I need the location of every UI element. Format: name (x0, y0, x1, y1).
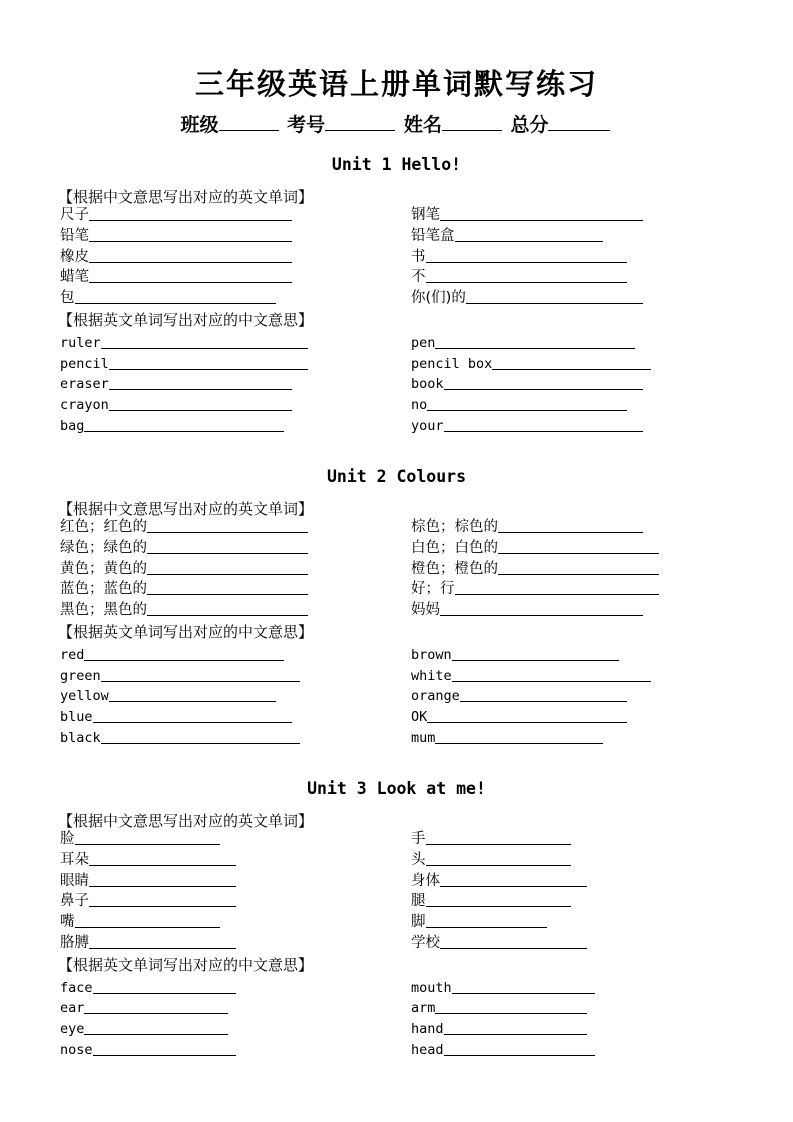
en-word-row-answer-line[interactable] (444, 1055, 595, 1056)
unit-title: Unit 3 Look at me! (307, 779, 486, 798)
cn-word-row-answer-line[interactable] (426, 865, 572, 866)
cn-word-row (60, 224, 292, 245)
en-word-row (60, 996, 228, 1017)
en-word-row-label: orange (411, 688, 460, 705)
cn-word-row-label: 眼睛 (60, 872, 89, 889)
cn-word-row-answer-line[interactable] (426, 262, 628, 263)
cn-word-row (60, 515, 308, 536)
en-word-row-label: pencil (60, 355, 109, 372)
en-word-row-label: nose (60, 1042, 93, 1058)
cn-word-row-answer-line[interactable] (89, 886, 236, 887)
cn-word-row-answer-line[interactable] (426, 282, 628, 283)
student-info-row (0, 110, 793, 137)
en-word-row (411, 996, 587, 1017)
cn-word-row-answer-line[interactable] (75, 927, 221, 928)
class-label: 班级 (180, 114, 219, 136)
cn-word-row (411, 224, 603, 245)
en-word-row-label: arm (411, 1000, 436, 1017)
en-word-row-label: black (60, 730, 101, 746)
en-word-row-answer-line[interactable] (452, 660, 619, 661)
cn-word-row-label: 头 (411, 851, 426, 868)
cn-word-row-label: 黄色；黄色的 (60, 560, 147, 577)
en-word-row (60, 684, 276, 705)
cn-word-row-label: 铅笔盒 (411, 227, 455, 244)
cn-word-row (411, 286, 643, 307)
cn-word-row-label: 耳朵 (60, 851, 89, 868)
en-word-row-answer-line[interactable] (101, 743, 300, 744)
cn-word-row-answer-line[interactable] (147, 594, 308, 595)
cn-word-row-label: 鼻子 (60, 893, 89, 910)
en-word-row (60, 726, 300, 747)
en-word-row (60, 1017, 228, 1038)
cn-to-en-header: 【根据中文意思写出对应的英文单词】 (58, 188, 314, 206)
en-word-row-label: your (411, 418, 444, 434)
cn-word-row-answer-line[interactable] (498, 532, 643, 533)
cn-word-row (411, 910, 547, 931)
en-word-row-answer-line[interactable] (93, 993, 236, 994)
cn-word-row-label: 手 (411, 831, 426, 847)
cn-word-row (411, 931, 587, 952)
en-word-row-answer-line[interactable] (460, 701, 627, 702)
cn-word-row-answer-line[interactable] (440, 886, 587, 887)
cn-word-row-label: 胳膊 (60, 935, 89, 951)
en-word-row-answer-line[interactable] (435, 743, 603, 744)
en-word-row-answer-line[interactable] (93, 722, 292, 723)
class-blank[interactable] (219, 110, 279, 131)
cn-word-row (60, 598, 308, 619)
cn-word-row (411, 827, 571, 848)
cn-word-row-label: 不 (411, 269, 426, 286)
en-word-row (411, 684, 627, 705)
cn-word-row-label: 腿 (411, 893, 426, 910)
cn-word-row-answer-line[interactable] (455, 594, 660, 595)
en-word-row-label: face (60, 979, 93, 996)
cn-word-row-label: 棕色；棕色的 (411, 519, 498, 535)
en-word-row-label: eye (60, 1021, 85, 1038)
en-word-row-label: mum (411, 730, 436, 746)
cn-word-row-answer-line[interactable] (426, 927, 548, 928)
en-word-row-label: no (411, 397, 428, 414)
cn-word-row-answer-line[interactable] (440, 948, 587, 949)
cn-word-row (411, 203, 643, 224)
en-word-row-answer-line[interactable] (101, 348, 308, 349)
cn-word-row-label: 钢笔 (411, 207, 440, 223)
cn-word-row-answer-line[interactable] (75, 303, 277, 304)
en-word-row-answer-line[interactable] (109, 369, 308, 370)
cn-word-row-label: 蜡笔 (60, 269, 89, 286)
cn-word-row-label: 妈妈 (411, 602, 440, 619)
cn-word-row (60, 910, 220, 931)
cn-word-row (60, 577, 308, 598)
en-word-row-label: pen (411, 334, 436, 351)
en-word-row (411, 705, 627, 726)
cn-word-row (60, 557, 308, 578)
en-word-row-answer-line[interactable] (444, 389, 643, 390)
cn-word-row-answer-line[interactable] (440, 615, 643, 616)
cn-word-row-answer-line[interactable] (89, 948, 236, 949)
cn-word-row (60, 286, 276, 307)
en-word-row-label: head (411, 1042, 444, 1058)
cn-word-row (60, 827, 220, 848)
cn-word-row-label: 尺子 (60, 207, 89, 223)
cn-word-row-answer-line[interactable] (498, 553, 659, 554)
en-word-row-label: yellow (60, 688, 109, 705)
en-word-row-answer-line[interactable] (492, 369, 651, 370)
cn-word-row (411, 577, 659, 598)
en-word-row (411, 352, 651, 373)
cn-word-row (60, 536, 308, 557)
cn-to-en-header: 【根据中文意思写出对应的英文单词】 (58, 500, 314, 518)
en-word-row (411, 664, 651, 685)
en-to-cn-header: 【根据英文单词写出对应的中文意思】 (58, 623, 314, 641)
en-word-row (411, 331, 635, 352)
cn-word-row-label: 嘴 (60, 914, 75, 931)
en-word-row-answer-line[interactable] (84, 431, 284, 432)
en-word-row-answer-line[interactable] (93, 1055, 236, 1056)
cn-word-row-answer-line[interactable] (147, 574, 308, 575)
cn-word-row (60, 848, 236, 869)
cn-word-row-label: 好；行 (411, 581, 455, 598)
en-word-row (60, 1038, 236, 1059)
cn-word-row-label: 身体 (411, 872, 440, 889)
en-word-row-answer-line[interactable] (427, 410, 627, 411)
en-word-row (60, 664, 300, 685)
cn-word-row-label: 白色；白色的 (411, 539, 498, 556)
en-word-row (411, 393, 627, 414)
name-label: 姓名 (403, 114, 442, 136)
cn-word-row (60, 869, 236, 890)
cn-word-row-answer-line[interactable] (426, 844, 572, 845)
en-word-row (60, 705, 292, 726)
exam-number-blank[interactable] (325, 110, 395, 131)
en-word-row (411, 726, 603, 747)
en-word-row-label: ear (60, 1000, 85, 1017)
en-word-row-label: pencil box (411, 355, 493, 372)
en-word-row-answer-line[interactable] (444, 431, 643, 432)
en-word-row-label: brown (411, 646, 452, 663)
en-word-row-answer-line[interactable] (84, 660, 284, 661)
cn-word-row-label: 橙色；橙色的 (411, 560, 498, 577)
cn-word-row-label: 黑色；黑色的 (60, 602, 147, 619)
cn-word-row (411, 889, 571, 910)
cn-word-row-answer-line[interactable] (89, 220, 292, 221)
en-word-row-label: blue (60, 709, 93, 726)
cn-word-row-label: 红色；红色的 (60, 519, 147, 535)
unit-title: Unit 1 Hello! (331, 155, 462, 174)
cn-word-row (411, 848, 571, 869)
cn-word-row (411, 536, 659, 557)
cn-word-row-answer-line[interactable] (455, 241, 604, 242)
en-word-row (60, 976, 236, 997)
en-word-row (60, 352, 308, 373)
cn-word-row-label: 绿色；绿色的 (60, 539, 147, 556)
en-word-row (411, 643, 619, 664)
en-word-row (411, 372, 643, 393)
en-word-row-label: hand (411, 1021, 444, 1038)
en-word-row (60, 393, 292, 414)
en-word-row-answer-line[interactable] (84, 1034, 228, 1035)
en-word-row (60, 372, 292, 393)
exam-number-label: 考号 (287, 114, 326, 136)
cn-word-row-answer-line[interactable] (75, 844, 221, 845)
en-word-row-label: white (411, 667, 452, 684)
en-word-row (60, 414, 284, 435)
cn-word-row (60, 245, 292, 266)
en-word-row-answer-line[interactable] (427, 722, 627, 723)
cn-word-row-answer-line[interactable] (147, 532, 308, 533)
cn-word-row (60, 889, 236, 910)
cn-word-row-answer-line[interactable] (89, 906, 236, 907)
cn-word-row-label: 脚 (411, 914, 426, 931)
en-word-row-answer-line[interactable] (109, 410, 292, 411)
cn-word-row (411, 598, 643, 619)
en-word-row-label: eraser (60, 376, 109, 393)
en-word-row (411, 976, 595, 997)
cn-word-row-answer-line[interactable] (89, 865, 236, 866)
cn-word-row (411, 265, 627, 286)
en-word-row-label: mouth (411, 979, 452, 996)
en-word-row-answer-line[interactable] (452, 681, 651, 682)
en-word-row (411, 414, 643, 435)
cn-word-row-answer-line[interactable] (440, 220, 643, 221)
en-word-row (60, 643, 284, 664)
cn-word-row (411, 557, 659, 578)
en-to-cn-header: 【根据英文单词写出对应的中文意思】 (58, 311, 314, 329)
en-word-row (411, 1017, 587, 1038)
cn-word-row-answer-line[interactable] (147, 553, 308, 554)
en-word-row (60, 331, 308, 352)
en-word-row-answer-line[interactable] (109, 701, 276, 702)
en-word-row-answer-line[interactable] (452, 993, 595, 994)
en-word-row-label: bag (60, 418, 85, 434)
total-score-label: 总分 (510, 114, 549, 136)
total-score-blank[interactable] (548, 110, 610, 131)
en-to-cn-header: 【根据英文单词写出对应的中文意思】 (58, 955, 314, 974)
cn-word-row (60, 931, 236, 952)
cn-to-en-header: 【根据中文意思写出对应的英文单词】 (58, 812, 314, 830)
en-word-row-label: green (60, 667, 101, 684)
cn-word-row-answer-line[interactable] (426, 906, 572, 907)
en-word-row-label: crayon (60, 397, 109, 414)
cn-word-row-answer-line[interactable] (466, 303, 643, 304)
page-title: 三年级英语上册单词默写练习 (194, 67, 598, 101)
cn-word-row-label: 学校 (411, 935, 440, 951)
en-word-row-answer-line[interactable] (109, 389, 292, 390)
cn-word-row-answer-line[interactable] (89, 241, 292, 242)
cn-word-row-answer-line[interactable] (89, 262, 292, 263)
en-word-row-label: OK (411, 709, 428, 726)
name-blank[interactable] (442, 110, 502, 131)
cn-word-row-answer-line[interactable] (89, 282, 292, 283)
cn-word-row-label: 橡皮 (60, 248, 89, 265)
en-word-row-label: red (60, 646, 85, 663)
en-word-row-label: book (411, 376, 444, 393)
cn-word-row-label: 脸 (60, 831, 75, 847)
en-word-row-label: ruler (60, 334, 101, 351)
cn-word-row (411, 515, 643, 536)
cn-word-row (411, 869, 587, 890)
en-word-row-answer-line[interactable] (101, 681, 300, 682)
cn-word-row-label: 书 (411, 248, 426, 265)
unit-title: Unit 2 Colours (326, 467, 467, 486)
cn-word-row-answer-line[interactable] (498, 574, 659, 575)
cn-word-row (411, 245, 627, 266)
cn-word-row-label: 包 (60, 290, 75, 307)
en-word-row-answer-line[interactable] (444, 1034, 587, 1035)
en-word-row-answer-line[interactable] (435, 348, 635, 349)
cn-word-row (60, 203, 292, 224)
cn-word-row-label: 你(们)的 (411, 290, 466, 307)
en-word-row-answer-line[interactable] (84, 1013, 228, 1014)
en-word-row-answer-line[interactable] (435, 1013, 587, 1014)
cn-word-row-label: 蓝色；蓝色的 (60, 581, 147, 598)
en-word-row (411, 1038, 595, 1059)
cn-word-row (60, 265, 292, 286)
cn-word-row-label: 铅笔 (60, 227, 89, 244)
cn-word-row-answer-line[interactable] (147, 615, 308, 616)
